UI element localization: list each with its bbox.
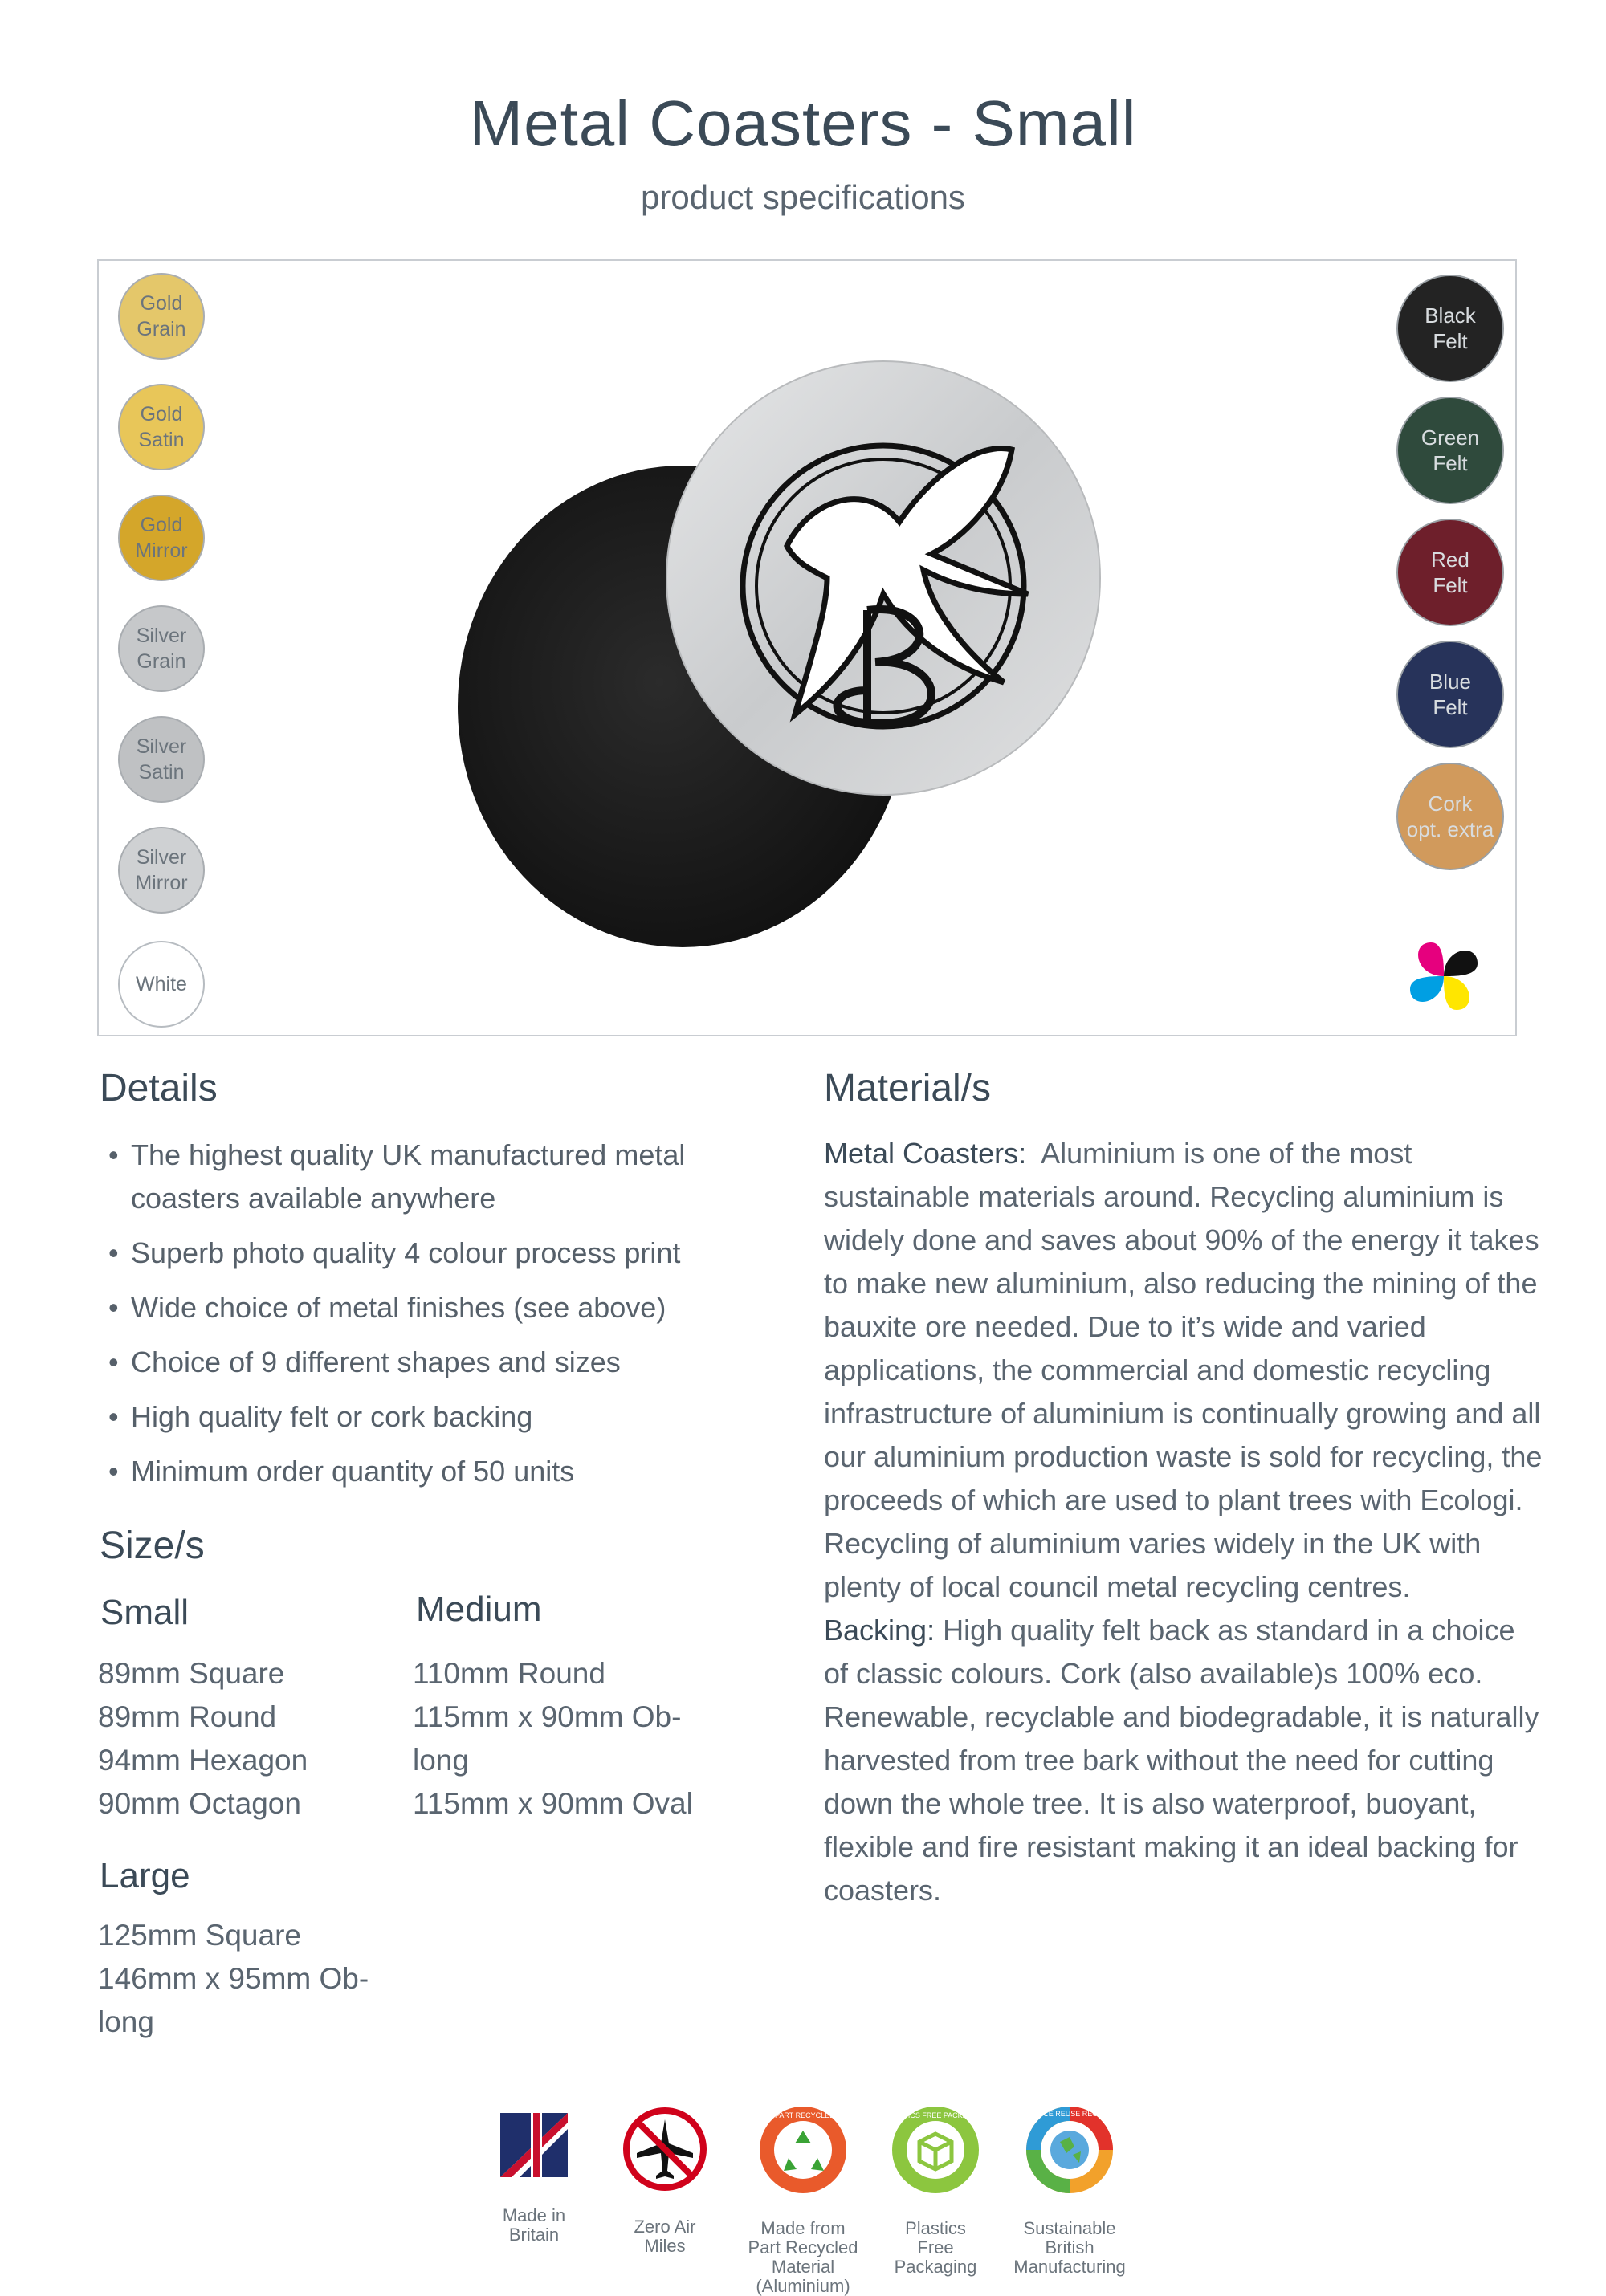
badge-recycled-material [728,2086,878,2296]
small-sizes-heading: Small [100,1593,190,1632]
finish-swatch: Silver Grain [118,605,205,692]
badge-plastics-free [883,2086,988,2277]
backing-swatch: Black Felt [1396,275,1504,382]
finish-swatch: Gold Grain [118,273,205,360]
metal-paragraph [824,1132,1547,1609]
badge-sustainable-manufacturing [1005,2086,1134,2277]
badge-ring-text: PLASTICS FREE PACKAGING [885,2111,986,2119]
medium-sizes-heading: Medium [416,1590,542,1629]
badge-label: Made from Part Recycled Material (Aluminium) [748,2218,858,2296]
no-plane-icon [621,2105,709,2193]
badge-ring-text: REDUCE REUSE RECYCLE [1022,2110,1117,2118]
materials-text [824,1132,1547,1912]
size-item: 89mm Round [98,1700,277,1733]
page-subtitle: product specifications [641,178,965,216]
size-item: 115mm x 90mm Oval [413,1787,693,1820]
badge-ring-text: MADE FROM PART RECYCLED MATERIALS [728,2111,878,2119]
union-flag-icon [495,2105,573,2182]
details-item: • The highest quality UK manufactured metal coasters available anywhere [108,1134,735,1220]
recycle-badge-icon [728,2105,878,2195]
badge-label: Zero Air Miles [634,2217,696,2256]
sizes-heading: Size/s [100,1525,205,1567]
backing-paragraph [824,1609,1547,1912]
large-sizes-heading: Large [100,1856,190,1895]
badge-label: Made in Britain [502,2205,566,2245]
details-list [108,1134,735,1504]
details-item: • Choice of 9 different shapes and sizes [108,1341,735,1384]
finish-swatch: Gold Satin [118,384,205,470]
size-item: 125mm Square [98,1919,301,1952]
materials-heading: Material/s [824,1067,992,1109]
finish-swatch: Silver Mirror [118,827,205,914]
medium-sizes-list [413,1652,734,1826]
backing-swatch: Cork opt. extra [1396,763,1504,870]
badge-label: Plastics Free Packaging [894,2218,977,2277]
size-item: 110mm Round [413,1657,605,1690]
coaster-product-image [450,337,1108,995]
finish-swatch: Silver Satin [118,716,205,803]
large-sizes-list [98,1914,419,2044]
size-item: 89mm Square [98,1657,285,1690]
details-item: • Wide choice of metal finishes (see above) [108,1286,735,1329]
size-item: 115mm x 90mm Ob- long [413,1700,682,1777]
finish-swatch: White [118,941,205,1028]
badge-made-in-britain [482,2086,586,2245]
cmyk-print-icon [1407,939,1481,1013]
plastic-free-box-icon [885,2105,986,2195]
size-item: 146mm x 95mm Ob- long [98,1962,369,2038]
backing-lead: Backing: [824,1614,935,1647]
small-sizes-list [98,1652,403,1826]
size-item: 90mm Octagon [98,1787,301,1820]
metal-lead: Metal Coasters: [824,1137,1027,1170]
metal-text: Aluminium is one of the most sustainable materials around. Recycling aluminium is widely done and saves about 90% of the energy it takes to make new aluminium, also reducing the mining of the bauxite ore needed. Due to it’s wide and varied applications, the commercial and domestic recycling infrastructure of aluminium is continually growing and all our aluminium production waste is sold for recycling, the proceeds of which are used to plant trees with Ecologi. Recycling of aluminium varies widely in the UK with plenty of local council metal recycling centres. [824,1137,1543,1603]
page-title: Metal Coasters - Small [469,88,1137,159]
badge-zero-air-miles [613,2086,717,2256]
backing-text: High quality felt back as standard in a choice of classic colours. Cork (also available)s 100% eco. Renewable, recyclable and biodegradable, it is naturally harvested from tree bark without the need for cutting down the whole tree. It is also waterproof, buoyant, flexible and fire resistant making it an ideal backing for coasters. [824,1614,1539,1907]
backing-swatch: Blue Felt [1396,641,1504,748]
finish-swatch: Gold Mirror [118,495,205,581]
backing-swatch: Green Felt [1396,397,1504,504]
badge-label: Sustainable British Manufacturing [1013,2218,1126,2277]
size-item: 94mm Hexagon [98,1744,308,1777]
details-item: • High quality felt or cork backing [108,1395,735,1439]
details-item: • Minimum order quantity of 50 units [108,1450,735,1493]
reduce-reuse-recycle-icon [1022,2105,1117,2195]
backing-swatch: Red Felt [1396,519,1504,626]
details-item: • Superb photo quality 4 colour process print [108,1231,735,1275]
details-heading: Details [100,1067,218,1109]
